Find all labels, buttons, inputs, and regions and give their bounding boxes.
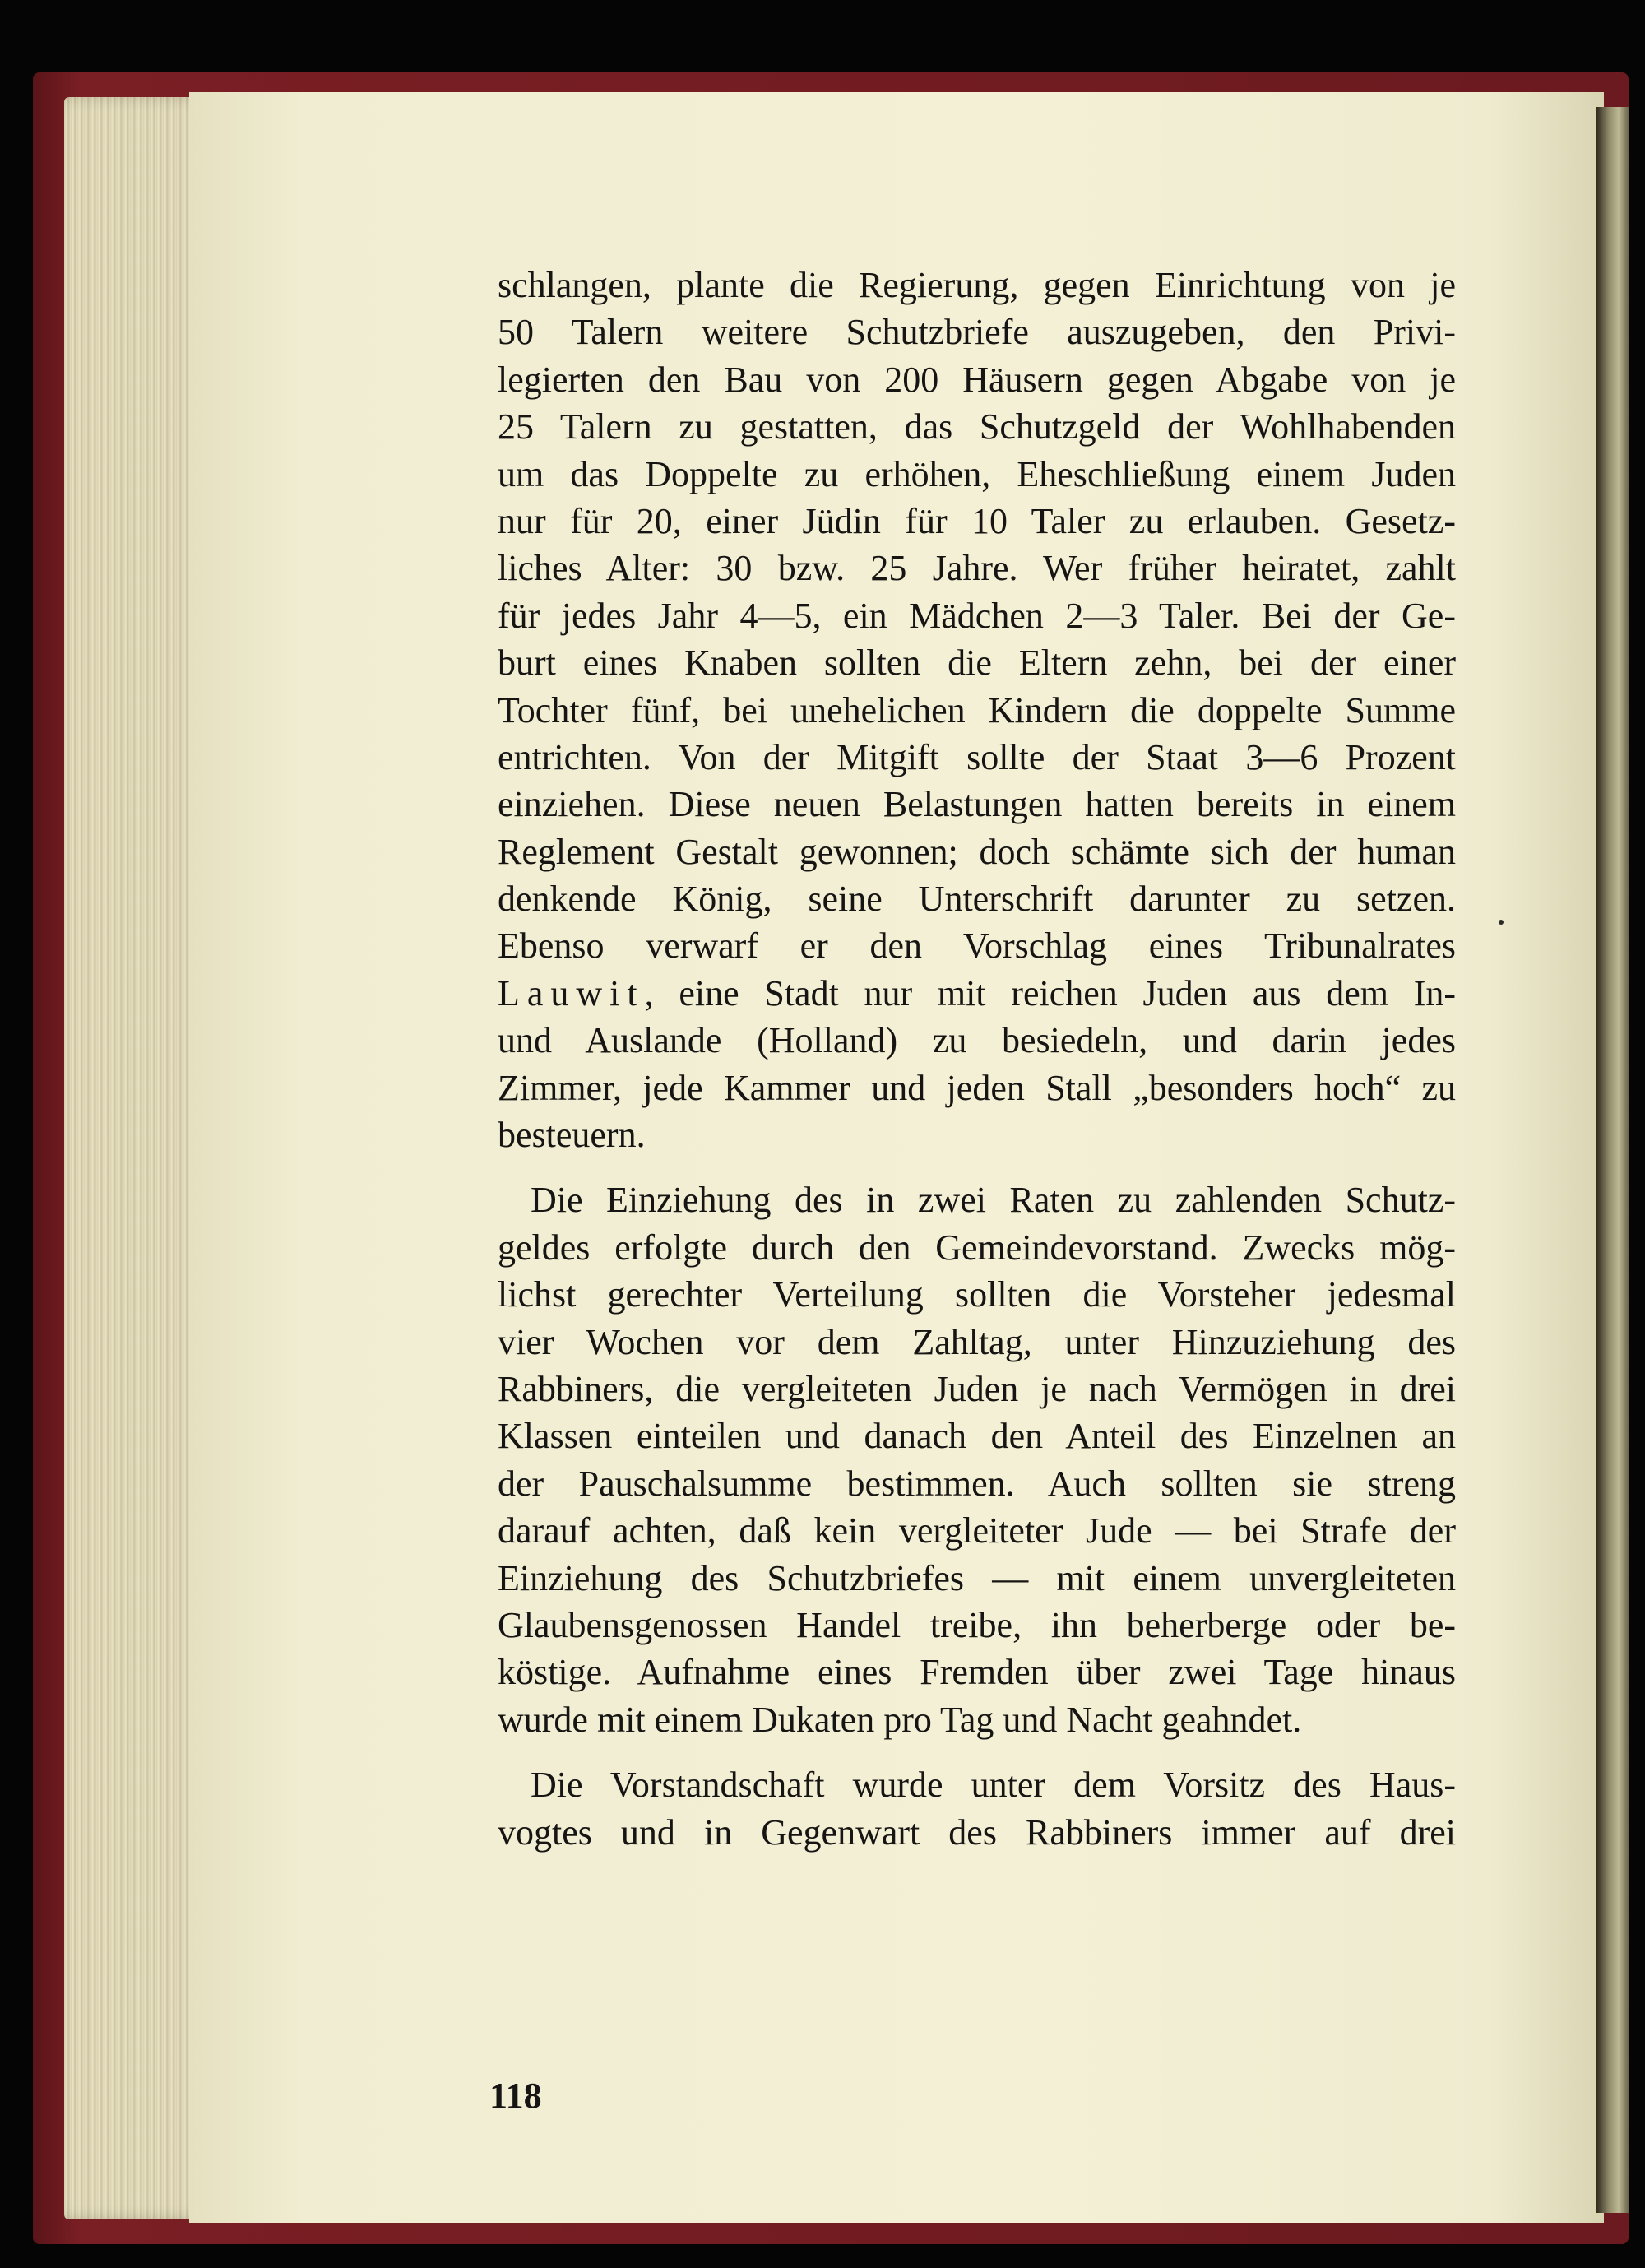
text-line: lichst gerechter Verteilung sollten die Vorsteher jedesmal xyxy=(498,1274,1456,1315)
text-line: Die Vorstandschaft wurde unter dem Vorsitz des Haus- xyxy=(531,1765,1456,1806)
text-line: liches Alter: 30 bzw. 25 Jahre. Wer früher heiratet, zahlt xyxy=(498,548,1456,589)
text-line: Glaubensgenossen Handel treibe, ihn beherberge oder be- xyxy=(498,1604,1456,1645)
text-line: nur für 20, einer Jüdin für 10 Taler zu erlauben. Gesetz- xyxy=(498,500,1456,541)
text-line: geldes erfolgte durch den Gemeindevorstand. Zwecks mög- xyxy=(498,1227,1456,1268)
text-line: Einziehung des Schutzbriefes — mit einem unvergleiteten xyxy=(498,1557,1456,1598)
text-line: Die Einziehung des in zwei Raten zu zahlenden Schutz- xyxy=(531,1180,1456,1221)
text-line: besteuern. xyxy=(498,1115,646,1156)
text-line: Reglement Gestalt gewonnen; doch schämte sich der human xyxy=(498,831,1456,872)
text-line: vogtes und in Gegenwart des Rabbiners immer auf drei xyxy=(498,1811,1456,1853)
text-line: wurde mit einem Dukaten pro Tag und Nacht geahndet. xyxy=(498,1699,1302,1740)
text-line: darauf achten, daß kein vergleiteter Jude — bei Strafe der xyxy=(498,1510,1456,1551)
paper-speck xyxy=(1499,920,1504,925)
text-line: und Auslande (Holland) zu besiedeln, und darin jedes xyxy=(498,1020,1456,1061)
text-line: Ebenso verwarf er den Vorschlag eines Tribunalrates xyxy=(498,925,1456,967)
text-line: legierten den Bau von 200 Häusern gegen Abgabe von je xyxy=(498,359,1456,400)
text-line: köstige. Aufnahme eines Fremden über zwei Tage hinaus xyxy=(498,1652,1456,1693)
text-line: 25 Talern zu gestatten, das Schutzgeld der Wohlhabenden xyxy=(498,406,1456,448)
text-line: 50 Talern weitere Schutzbriefe auszugeben, den Privi- xyxy=(498,312,1456,353)
text-line: vier Wochen vor dem Zahltag, unter Hinzuziehung des xyxy=(498,1321,1456,1362)
text-line: schlangen, plante die Regierung, gegen Einrichtung von je xyxy=(498,265,1456,305)
text-line-spaced-name xyxy=(498,970,1456,1017)
spaced-name: Lauwit xyxy=(498,972,645,1013)
text-line: Rabbiners, die vergleiteten Juden je nach Vermögen in drei xyxy=(498,1368,1456,1409)
text-line: der Pauschalsumme bestimmen. Auch sollten sie streng xyxy=(498,1463,1456,1504)
text-line: einziehen. Diese neuen Belastungen hatten bereits in einem xyxy=(498,784,1456,825)
text-line: Tochter fünf, bei unehelichen Kindern die doppelte Summe xyxy=(498,689,1456,730)
text-line: burt eines Knaben sollten die Eltern zehn, bei der einer xyxy=(498,642,1456,684)
text-line-rest: , eine Stadt nur mit reichen Juden aus dem In- xyxy=(644,972,1456,1013)
page-gutter xyxy=(1596,107,1629,2213)
text-line: entrichten. Von der Mitgift sollte der Staat 3—6 Prozent xyxy=(498,736,1456,777)
text-line: Klassen einteilen und danach den Anteil des Einzelnen an xyxy=(498,1416,1456,1457)
page-text xyxy=(498,262,1456,1856)
text-line: Zimmer, jede Kammer und jeden Stall „besonders hoch“ zu xyxy=(498,1067,1456,1108)
paragraph-1 xyxy=(498,262,1456,1158)
text-line: um das Doppelte zu erhöhen, Eheschließung einem Juden xyxy=(498,453,1456,494)
text-line: für jedes Jahr 4—5, ein Mädchen 2—3 Taler. Bei der Ge- xyxy=(498,595,1456,636)
paragraph-3 xyxy=(498,1761,1456,1856)
page-number: 118 xyxy=(489,2076,542,2116)
paragraph-2 xyxy=(498,1176,1456,1743)
text-line: denkende König, seine Unterschrift darunter zu setzen. xyxy=(498,879,1456,920)
